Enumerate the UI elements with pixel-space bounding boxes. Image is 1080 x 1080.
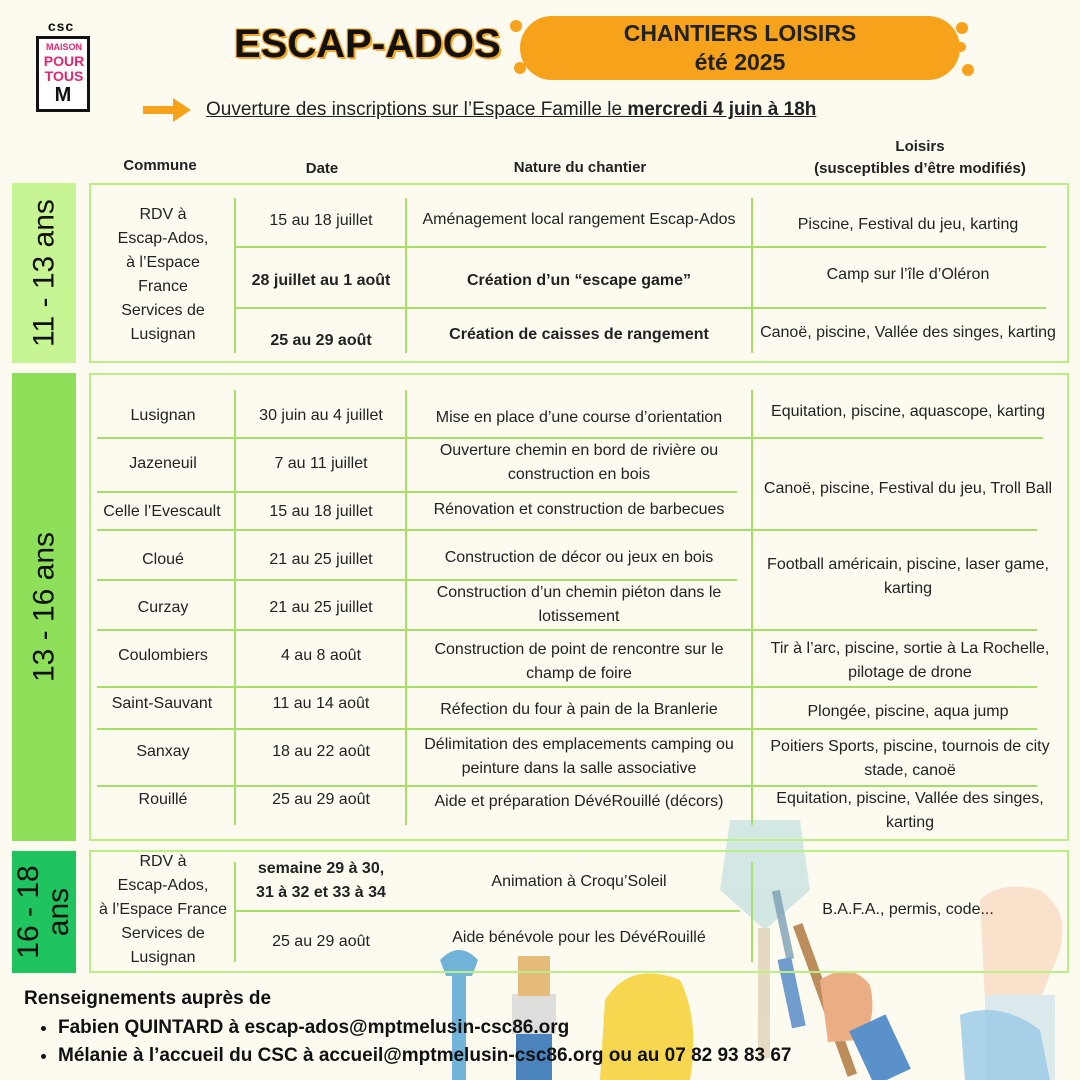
commune-line: Lusignan xyxy=(130,949,196,966)
commune-line: Lusignan xyxy=(130,326,196,343)
contact-list xyxy=(24,1014,791,1070)
row-loisirs: Canoë, piscine, Vallée des singes, karting xyxy=(760,324,1056,341)
registration-announcement xyxy=(206,99,816,121)
header-loisirs: Loisirs xyxy=(895,138,945,155)
contact-title: Renseignements auprès de xyxy=(24,988,272,1009)
divider xyxy=(751,198,753,353)
row-commune: Lusignan xyxy=(130,407,196,424)
row-date: 15 au 18 juillet xyxy=(269,503,373,520)
logo-house xyxy=(36,36,90,112)
row-commune: Rouillé xyxy=(138,791,188,808)
chantiers-banner xyxy=(520,16,960,80)
row-date: 30 juin au 4 juillet xyxy=(259,407,383,424)
row-nature: Aide bénévole pour les DévéRouillé xyxy=(452,929,706,946)
commune-rdv-11-13 xyxy=(96,200,230,350)
banner-line2: été 2025 xyxy=(694,49,786,75)
commune-line: Escap-Ados, xyxy=(117,230,209,247)
row-date: 21 au 25 juillet xyxy=(269,599,373,616)
banner-dot xyxy=(962,64,974,76)
announce-text: Ouverture des inscriptions sur l’Espace Famille le xyxy=(206,99,628,120)
page-title: ESCAP-ADOS xyxy=(234,22,501,66)
row-nature: Animation à Croqu’Soleil xyxy=(491,873,667,890)
commune-line: Services de xyxy=(121,925,205,942)
row-commune: Saint-Sauvant xyxy=(111,695,213,712)
age-label-11-13: 11 - 13 ans xyxy=(27,199,61,347)
commune-rdv-16-18 xyxy=(92,852,234,968)
divider xyxy=(236,910,740,912)
row-nature: Mise en place d’une course d’orientation xyxy=(435,409,723,426)
row-date: 15 au 18 juillet xyxy=(269,212,373,229)
row-date: 21 au 25 juillet xyxy=(269,551,373,568)
commune-line: à l’Espace France xyxy=(98,901,228,918)
divider xyxy=(234,198,236,353)
contact-info xyxy=(24,988,791,1070)
commune-line: RDV à xyxy=(139,206,187,223)
age-label-line: ans xyxy=(42,887,75,937)
commune-line: Services de xyxy=(121,302,205,319)
divider xyxy=(234,862,236,962)
row-date: 25 au 29 août xyxy=(272,933,370,950)
row-date: 4 au 8 août xyxy=(280,647,362,664)
logo-line2: POUR xyxy=(43,53,85,69)
row-date: 25 au 29 août xyxy=(270,332,372,349)
row-loisirs: Canoë, piscine, Festival du jeu, Troll Ball xyxy=(763,480,1053,497)
row-nature: Aide et préparation DévéRouillé (décors) xyxy=(434,793,724,810)
row-loisirs: Equitation, piscine, Vallée des singes, karting xyxy=(776,790,1044,831)
header-loisirs-note: (susceptibles d’être modifiés) xyxy=(814,160,1026,177)
age-bar-13-16 xyxy=(12,373,76,841)
logo-line3: TOUS xyxy=(44,68,84,84)
row-date: 7 au 11 juillet xyxy=(274,455,368,472)
row-loisirs: Football américain, piscine, laser game, karting xyxy=(767,556,1049,597)
divider xyxy=(751,390,753,825)
row-loisirs: Piscine, Festival du jeu, karting xyxy=(797,216,1019,233)
banner-line1: CHANTIERS LOISIRS xyxy=(623,20,857,46)
row-loisirs: Plongée, piscine, aqua jump xyxy=(807,703,1009,720)
divider xyxy=(751,862,753,962)
commune-line: RDV à xyxy=(139,853,187,870)
row-commune: Celle l’Evescault xyxy=(103,503,221,520)
row-nature: Réfection du four à pain de la Branlerie xyxy=(440,701,718,718)
divider xyxy=(405,390,407,825)
commune-line: France xyxy=(138,278,188,295)
row-commune: Cloué xyxy=(142,551,184,568)
row-commune: Curzay xyxy=(137,599,189,616)
row-commune: Coulombiers xyxy=(118,647,208,664)
divider xyxy=(234,390,236,825)
age-bar-16-18 xyxy=(12,851,76,973)
row-commune: Sanxay xyxy=(136,743,190,760)
contact-item: • Mélanie à l’accueil du CSC à accueil@mptmelusin-csc86.org ou au 07 82 93 83 67 xyxy=(58,1042,791,1070)
header-commune: Commune xyxy=(123,157,197,174)
age-label-13-16: 13 - 16 ans xyxy=(27,531,61,683)
logo-m: M xyxy=(54,84,72,106)
header-date: Date xyxy=(305,160,339,177)
row-commune: Jazeneuil xyxy=(129,455,197,472)
date-line: 31 à 32 et 33 à 34 xyxy=(256,884,386,901)
row-loisirs: Tir à l’arc, piscine, sortie à La Rochelle, pilotage de drone xyxy=(770,640,1050,681)
row-date: 28 juillet au 1 août xyxy=(251,272,391,289)
row-date: 25 au 29 août xyxy=(272,791,370,808)
logo-csc-text: csc xyxy=(47,18,75,34)
row-nature: Création d’un “escape game” xyxy=(466,272,692,289)
row-nature: Construction d’un chemin piéton dans le lotissement xyxy=(436,584,722,625)
row-date: 11 au 14 août xyxy=(272,695,370,712)
row-date: 18 au 22 août xyxy=(272,743,370,760)
age-bar-11-13 xyxy=(12,183,76,363)
row-nature: Rénovation et construction de barbecues xyxy=(433,501,725,518)
row-nature: Construction de point de rencontre sur le champ de foire xyxy=(434,641,724,682)
row-date xyxy=(238,856,404,906)
row-nature: Construction de décor ou jeux en bois xyxy=(444,549,714,566)
arrow-right-icon xyxy=(143,98,191,122)
commune-line: à l’Espace xyxy=(126,254,200,271)
date-line: semaine 29 à 30, xyxy=(257,860,385,877)
row-nature: Aménagement local rangement Escap-Ados xyxy=(422,211,736,228)
divider xyxy=(405,198,407,353)
age-label-line: 16 - 18 xyxy=(12,865,45,959)
row-loisirs: B.A.F.A., permis, code... xyxy=(822,901,994,918)
commune-line: Escap-Ados, xyxy=(117,877,209,894)
row-loisirs: Poitiers Sports, piscine, tournois de city stade, canoë xyxy=(770,738,1050,779)
announce-date: mercredi 4 juin à 18h xyxy=(627,99,817,120)
row-nature: Délimitation des emplacements camping ou peinture dans la salle associative xyxy=(424,736,734,777)
contact-item: • Fabien QUINTARD à escap-ados@mptmelusin-csc86.org xyxy=(58,1014,791,1042)
row-nature: Création de caisses de rangement xyxy=(449,326,709,343)
logo-line1: MAISON xyxy=(46,42,82,52)
row-nature: Ouverture chemin en bord de rivière ou construction en bois xyxy=(439,442,719,483)
row-loisirs: Equitation, piscine, aquascope, karting xyxy=(771,403,1045,420)
row-loisirs: Camp sur l’île d’Oléron xyxy=(826,266,990,283)
csc-logo xyxy=(34,18,88,110)
age-label-16-18 xyxy=(14,865,74,958)
header-nature: Nature du chantier xyxy=(513,159,647,176)
